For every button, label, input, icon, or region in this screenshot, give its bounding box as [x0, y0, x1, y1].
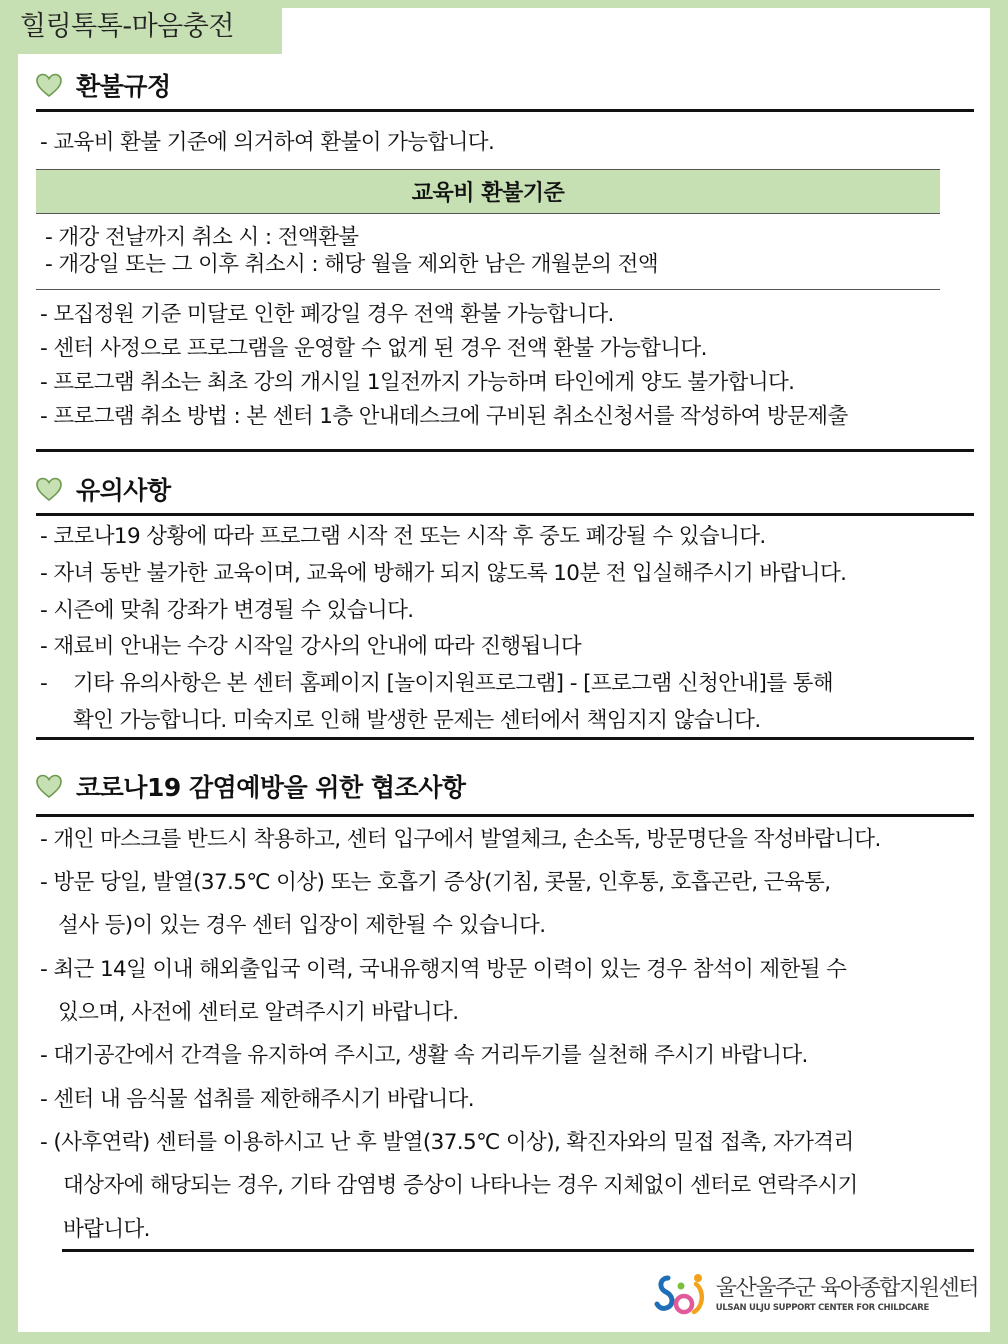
- refund-title: 환불규정: [76, 72, 171, 101]
- divider: [36, 513, 974, 516]
- childcare-logo-icon: [654, 1270, 708, 1320]
- refund-item: - 모집정원 기준 미달로 인한 폐강일 경우 전액 환불 가능합니다.: [40, 302, 614, 327]
- covid-line: - 방문 당일, 발열(37.5℃ 이상) 또는 호흡기 증상(기침, 콧물, 인후통, 호흡곤란, 근육통,: [40, 870, 831, 895]
- covid-heading: [34, 766, 466, 806]
- covid-line-continued: 바랍니다.: [63, 1217, 150, 1242]
- center-logo: [654, 1270, 978, 1320]
- divider: [36, 109, 974, 112]
- refund-intro: - 교육비 환불 기준에 의거하여 환불이 가능합니다.: [40, 130, 495, 155]
- notes-item: - 시즌에 맞춰 강좌가 변경될 수 있습니다.: [40, 598, 414, 623]
- program-tag: 힐링톡톡-마음충전: [18, 8, 282, 54]
- notes-item: - 재료비 안내는 수강 시작일 강사의 안내에 따라 진행됩니다: [40, 634, 582, 659]
- refund-table-row: - 개강 전날까지 취소 시 : 전액환불: [45, 225, 359, 250]
- covid-line: - 대기공간에서 간격을 유지하여 주시고, 생활 속 거리두기를 실천해 주시기 바랍니다.: [40, 1043, 808, 1068]
- covid-title: 코로나19 감염예방을 위한 협조사항: [76, 773, 466, 802]
- notes-item: - 코로나19 상황에 따라 프로그램 시작 전 또는 시작 후 중도 폐강될 수 있습니다.: [40, 524, 766, 549]
- center-name-kr: 울산울주군 육아종합지원센터: [715, 1276, 978, 1301]
- covid-line-continued: 설사 등)이 있는 경우 센터 입장이 제한될 수 있습니다.: [58, 913, 546, 938]
- heart-icon: [34, 771, 64, 801]
- refund-heading: [34, 65, 171, 105]
- covid-line: - 센터 내 음식물 섭취를 제한해주시기 바랍니다.: [40, 1087, 475, 1112]
- table-bottom-divider: [36, 289, 940, 290]
- refund-item: - 프로그램 취소 방법 : 본 센터 1층 안내데스크에 구비된 취소신청서를 작성하여 방문제출: [40, 404, 848, 429]
- covid-line: - 개인 마스크를 반드시 착용하고, 센터 입구에서 발열체크, 손소독, 방문명단을 작성바랍니다.: [40, 827, 881, 852]
- notes-heading: [34, 469, 171, 509]
- notes-title: 유의사항: [76, 476, 171, 505]
- heart-icon: [34, 474, 64, 504]
- center-name-en: ULSAN ULJU SUPPORT CENTER FOR CHILDCARE: [715, 1303, 930, 1313]
- divider: [36, 814, 974, 817]
- refund-table-header: 교육비 환불기준: [36, 169, 940, 214]
- notes-item-dash: -: [40, 671, 48, 696]
- covid-line-continued: 대상자에 해당되는 경우, 기타 감염병 증상이 나타나는 경우 지체없이 센터로 연락주시기: [63, 1173, 858, 1198]
- refund-table-row: - 개강일 또는 그 이후 취소시 : 해당 월을 제외한 남은 개월분의 전액: [45, 252, 659, 277]
- heart-icon: [34, 70, 64, 100]
- divider: [36, 449, 974, 452]
- covid-line-continued: 있으며, 사전에 센터로 알려주시기 바랍니다.: [58, 1000, 459, 1025]
- refund-item: - 프로그램 취소는 최초 강의 개시일 1일전까지 가능하며 타인에게 양도 불가합니다.: [40, 370, 795, 395]
- notes-item-continued: 확인 가능합니다. 미숙지로 인해 발생한 문제는 센터에서 책임지지 않습니다.: [73, 708, 761, 733]
- refund-item: - 센터 사정으로 프로그램을 운영할 수 없게 된 경우 전액 환불 가능합니다.: [40, 336, 707, 361]
- divider: [36, 737, 974, 740]
- covid-line: - (사후연락) 센터를 이용하시고 난 후 발열(37.5℃ 이상), 확진자와의 밀접 접촉, 자가격리: [40, 1130, 854, 1155]
- covid-line: - 최근 14일 이내 해외출입국 이력, 국내유행지역 방문 이력이 있는 경우 참석이 제한될 수: [40, 957, 847, 982]
- notes-item: 기타 유의사항은 본 센터 홈페이지 [놀이지원프로그램] - [프로그램 신청안내]를 통해: [73, 671, 833, 696]
- page: [18, 8, 990, 1332]
- divider: [62, 1249, 974, 1252]
- notes-item: - 자녀 동반 불가한 교육이며, 교육에 방해가 되지 않도록 10분 전 입실해주시기 바랍니다.: [40, 561, 847, 586]
